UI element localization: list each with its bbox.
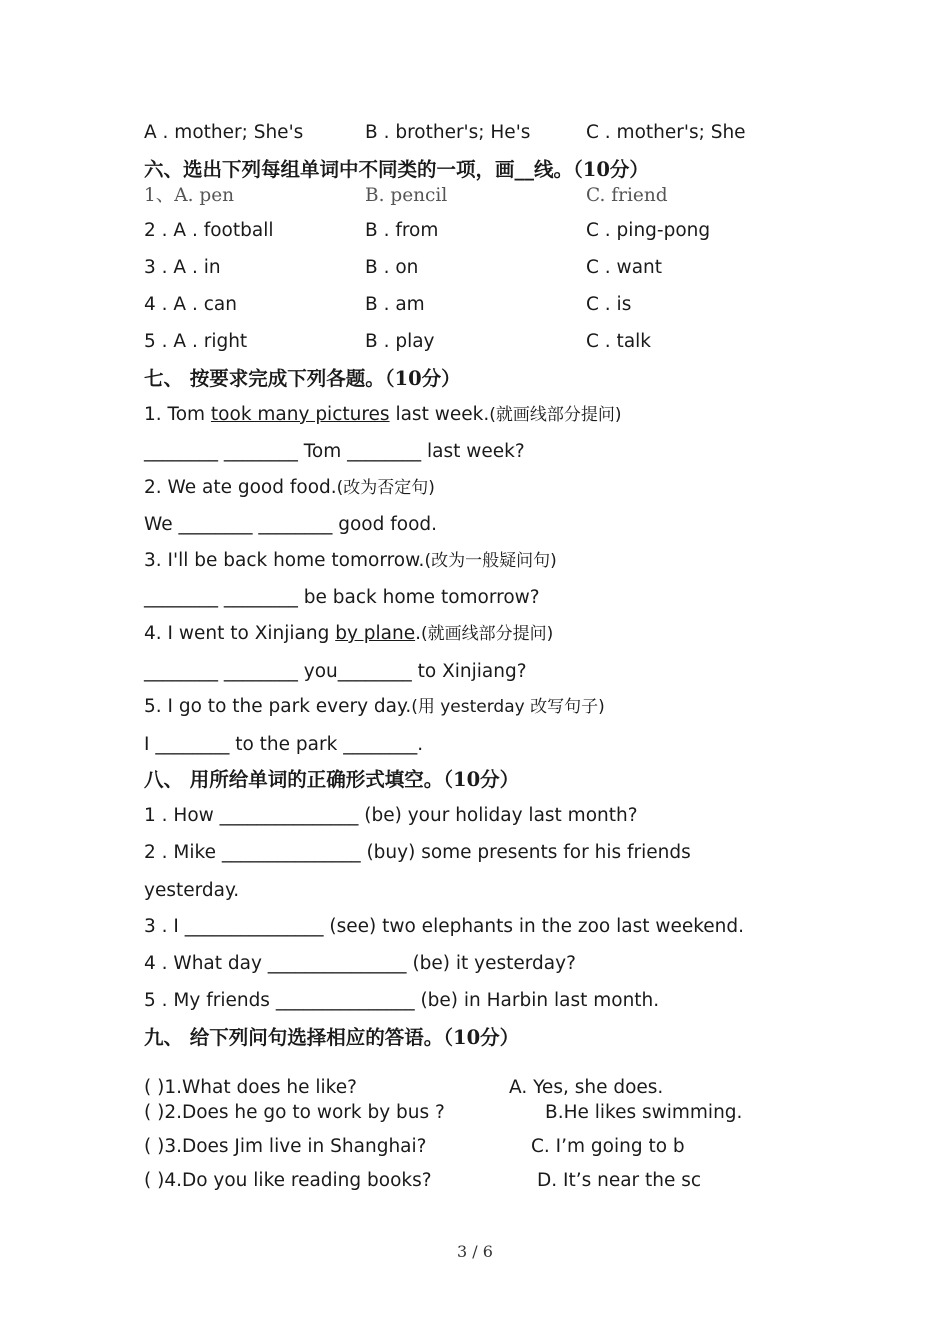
s7-answer-5: I ________ to the park ________.	[144, 734, 424, 755]
s9-question-2: ( )2.Does he go to work by bus ?	[144, 1102, 445, 1123]
s6-row-2-a: 2 . A . football	[144, 220, 274, 241]
s6-row-3-a: 3 . A . in	[144, 257, 221, 278]
s6-row-1-a: 1、A. pen	[144, 185, 235, 206]
top-option-c: C . mother's; She	[586, 122, 746, 143]
s7-question-3: 3. I'll be back home tomorrow.(改为一般疑问句)	[144, 550, 557, 571]
s8-line-2-cont: yesterday.	[144, 880, 240, 901]
s6-row-2-c: C . ping-pong	[586, 220, 711, 241]
s6-row-5-a: 5 . A . right	[144, 331, 248, 352]
s6-row-2-b: B . from	[365, 220, 439, 241]
s6-row-3-b: B . on	[365, 257, 419, 278]
s9-answer-b: B.He likes swimming.	[545, 1102, 743, 1123]
s7-question-4: 4. I went to Xinjiang by plane.(就画线部分提问)	[144, 623, 554, 644]
s6-row-4-a: 4 . A . can	[144, 294, 237, 315]
s8-line-5: 5 . My friends _______________ (be) in Harbin last month.	[144, 990, 660, 1011]
s9-answer-d: D. It’s near the sc	[537, 1170, 702, 1191]
page-number: 3 / 6	[457, 1242, 493, 1261]
s8-line-1: 1 . How _______________ (be) your holiday last month?	[144, 805, 638, 826]
s7-answer-1: ________ ________ Tom ________ last week?	[144, 441, 525, 462]
section-8-heading: 八、 用所给单词的正确形式填空。（10分）	[144, 768, 520, 791]
top-option-b: B . brother's; He's	[365, 122, 531, 143]
s7-answer-2: We ________ ________ good food.	[144, 514, 438, 535]
s6-row-4-c: C . is	[586, 294, 632, 315]
s7-q4-underlined: by plane	[335, 623, 416, 644]
s8-line-2: 2 . Mike _______________ (buy) some presents for his friends	[144, 842, 691, 863]
s8-line-4: 4 . What day _______________ (be) it yesterday?	[144, 953, 576, 974]
s6-row-5-c: C . talk	[586, 331, 652, 352]
section-7-heading: 七、 按要求完成下列各题。（10分）	[144, 367, 461, 390]
s9-question-3: ( )3.Does Jim live in Shanghai?	[144, 1136, 427, 1157]
s6-row-5-b: B . play	[365, 331, 435, 352]
s6-row-1-b: B. pencil	[365, 185, 448, 206]
s7-question-2: 2. We ate good food.(改为否定句)	[144, 477, 435, 498]
s9-question-1: ( )1.What does he like?	[144, 1077, 357, 1098]
s7-answer-4: ________ ________ you________ to Xinjiang?	[144, 661, 527, 682]
s6-row-3-c: C . want	[586, 257, 663, 278]
s9-answer-c: C. I’m going to b	[531, 1136, 685, 1157]
s9-question-4: ( )4.Do you like reading books?	[144, 1170, 432, 1191]
s8-line-3: 3 . I _______________ (see) two elephants in the zoo last weekend.	[144, 916, 745, 937]
top-option-a: A . mother; She's	[144, 122, 304, 143]
section-9-heading: 九、 给下列问句选择相应的答语。（10分）	[144, 1026, 520, 1049]
s7-answer-3: ________ ________ be back home tomorrow?	[144, 587, 540, 608]
s6-row-1-c: C. friend	[586, 185, 668, 206]
s9-answer-a: A. Yes, she does.	[509, 1077, 664, 1098]
s7-q1-underlined: took many pictures	[210, 404, 390, 425]
s7-question-5: 5. I go to the park every day.(用 yesterday 改写句子)	[144, 696, 605, 717]
section-6-heading: 六、选出下列每组单词中不同类的一项，画__线。（10分）	[144, 158, 649, 181]
s6-row-4-b: B . am	[365, 294, 425, 315]
s7-question-1: 1. Tom took many pictures last week.(就画线部分提问)	[144, 404, 622, 425]
